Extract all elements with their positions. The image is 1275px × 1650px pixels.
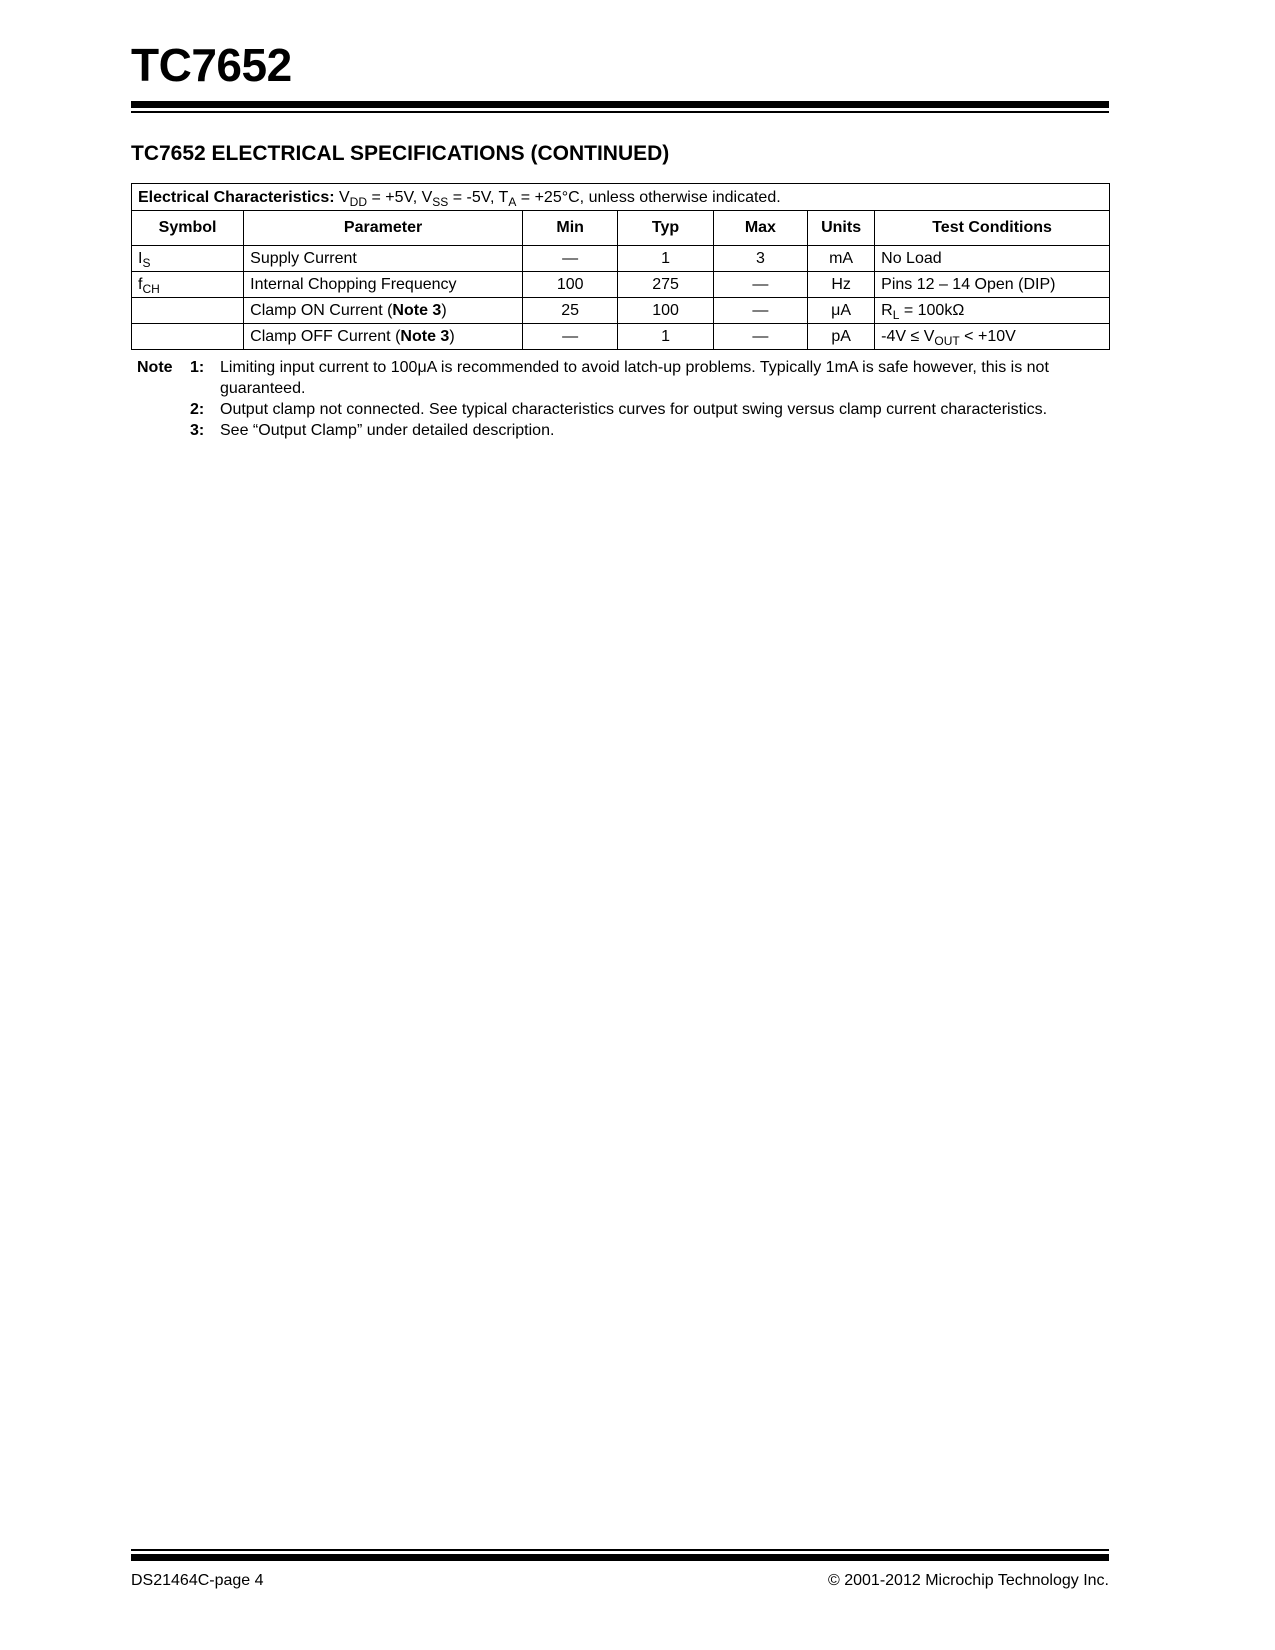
header-typ: Typ [618, 211, 713, 246]
table-header-row [132, 211, 1110, 246]
note-text: See “Output Clamp” under detailed description. [220, 422, 555, 439]
table-row [132, 298, 1110, 324]
cell-units: Hz [808, 272, 875, 298]
footer-copyright: © 2001-2012 Microchip Technology Inc. [828, 1572, 1109, 1589]
note-item [137, 420, 1097, 441]
cell-typ: 1 [618, 324, 713, 350]
header-rule-thick [131, 101, 1109, 108]
note-item [137, 399, 1097, 420]
note-number: 2: [190, 401, 205, 418]
electrical-specifications-table [131, 183, 1110, 350]
note-lead: Note [137, 359, 173, 376]
cell-parameter: Clamp OFF Current (Note 3) [244, 324, 523, 350]
header-max: Max [713, 211, 807, 246]
cell-parameter: Supply Current [244, 246, 523, 272]
cell-max: — [713, 324, 807, 350]
cell-min: — [522, 246, 617, 272]
footer-page-id: DS21464C-page 4 [131, 1572, 264, 1589]
cell-parameter: Internal Chopping Frequency [244, 272, 523, 298]
cell-symbol [132, 298, 244, 324]
table-row [132, 272, 1110, 298]
cell-symbol [132, 324, 244, 350]
note-text: Output clamp not connected. See typical characteristics curves for output swing versus clamp current characteristics. [220, 401, 1048, 418]
cell-min: — [522, 324, 617, 350]
section-title: TC7652 ELECTRICAL SPECIFICATIONS (CONTINUED) [131, 142, 670, 165]
header-symbol: Symbol [132, 211, 244, 246]
table-row [132, 324, 1110, 350]
cell-test-conditions: Pins 12 – 14 Open (DIP) [875, 272, 1110, 298]
note-number: 1: [190, 359, 205, 376]
cell-test-conditions: No Load [875, 246, 1110, 272]
cell-test-conditions: $R_L = 100k\Omega$ [875, 298, 1110, 324]
conditions-label: Electrical Characteristics: [138, 188, 335, 206]
cell-test-conditions: $-4V \le V_{OUT} < +10V$ [875, 324, 1110, 350]
page-title: TC7652 [131, 39, 292, 91]
conditions-cell: Electrical Characteristics: $V_{DD} = +5V$, $V_{SS} = -5V$, $T_A = +25^\circ C$, unless otherwise indicated. [132, 184, 1110, 211]
cell-symbol: $I_S$ [132, 246, 244, 272]
note-number: 3: [190, 422, 205, 439]
cell-max: — [713, 272, 807, 298]
header-min: Min [522, 211, 617, 246]
notes-section [137, 357, 1097, 441]
cell-units: μA [808, 298, 875, 324]
header-test-conditions: Test Conditions [875, 211, 1110, 246]
cell-typ: 1 [618, 246, 713, 272]
header-units: Units [808, 211, 875, 246]
cell-min: 25 [522, 298, 617, 324]
cell-parameter: Clamp ON Current (Note 3) [244, 298, 523, 324]
cell-symbol: $f_{CH}$ [132, 272, 244, 298]
cell-units: mA [808, 246, 875, 272]
cell-min: 100 [522, 272, 617, 298]
cell-units: pA [808, 324, 875, 350]
footer-rule-thin [131, 1549, 1109, 1551]
cell-max: — [713, 298, 807, 324]
note-reference: Note 3 [400, 328, 450, 345]
footer-rule-thick [131, 1554, 1109, 1561]
note-item [137, 357, 1097, 399]
header-rule-thin [131, 111, 1109, 113]
cell-typ: 100 [618, 298, 713, 324]
cell-typ: 275 [618, 272, 713, 298]
note-text: Limiting input current to 100μA is recommended to avoid latch-up problems. Typically 1mA is safe however, this is not guaranteed. [220, 359, 1049, 397]
table-row [132, 246, 1110, 272]
header-parameter: Parameter [244, 211, 523, 246]
cell-max: 3 [713, 246, 807, 272]
note-reference: Note 3 [392, 302, 442, 319]
conditions-row [132, 184, 1110, 211]
